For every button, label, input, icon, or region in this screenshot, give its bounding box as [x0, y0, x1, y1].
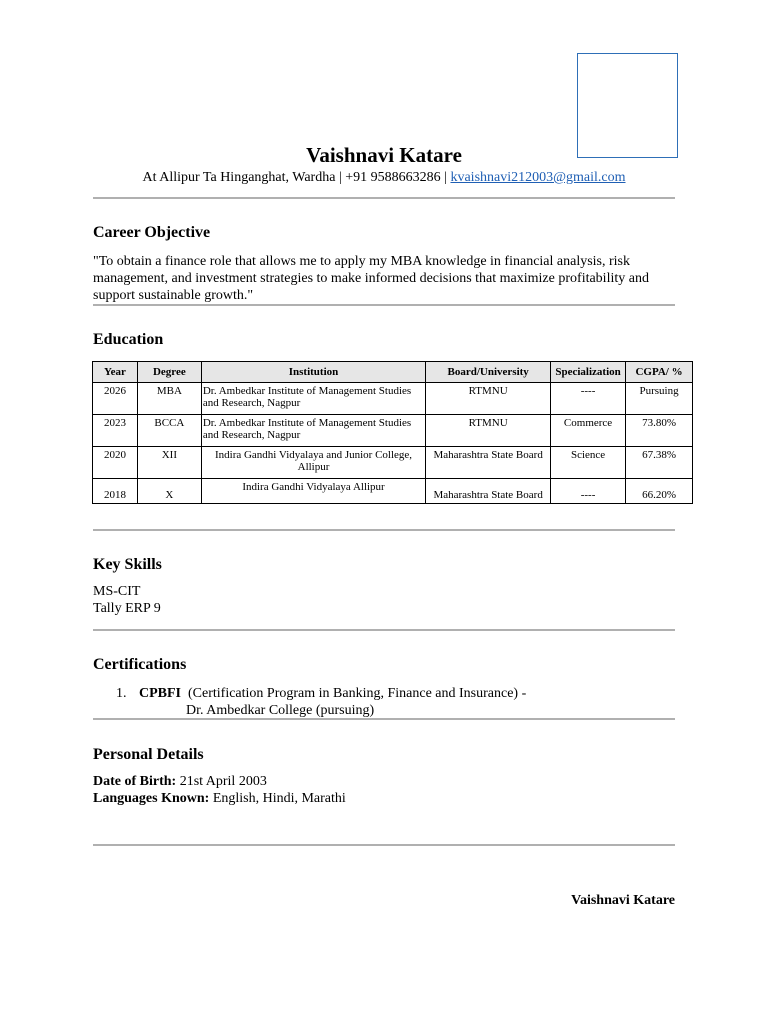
date-of-birth	[93, 774, 267, 790]
table-header-row	[93, 362, 693, 383]
certification-title: CPBFI	[139, 686, 181, 701]
table-cell: Maharashtra State Board	[426, 479, 551, 504]
skill-text: Tally ERP 9	[93, 601, 161, 616]
divider	[93, 304, 675, 306]
table-cell: Dr. Ambedkar Institute of Management Studies and Research, Nagpur	[201, 415, 425, 447]
separator: |	[444, 170, 447, 185]
divider	[93, 718, 675, 720]
certification-detail: (Certification Program in Banking, Finance and Insurance) -	[188, 686, 527, 701]
phone-text: +91 9588663286	[345, 170, 441, 185]
dob-value: 21st April 2003	[179, 774, 267, 789]
table-cell: BCCA	[137, 415, 201, 447]
table-row	[93, 415, 693, 447]
certification-continuation: Dr. Ambedkar College (pursuing)	[186, 703, 375, 718]
contact-line	[0, 170, 768, 186]
table-cell: 2020	[93, 447, 138, 479]
certification-item	[116, 685, 526, 719]
table-cell: Indira Gandhi Vidyalaya and Junior College, Allipur	[201, 447, 425, 479]
table-cell: Commerce	[551, 415, 626, 447]
list-number: 1.	[116, 686, 127, 701]
table-cell: 66.20%	[626, 479, 693, 504]
table-cell: RTMNU	[426, 383, 551, 415]
table-cell: X	[137, 479, 201, 504]
table-cell: Pursuing	[626, 383, 693, 415]
divider	[93, 844, 675, 846]
career-objective-heading: Career Objective	[93, 224, 211, 241]
signature-name: Vaishnavi Katare	[571, 893, 675, 908]
table-cell: 73.80%	[626, 415, 693, 447]
email-link[interactable]: kvaishnavi212003@gmail.com	[450, 170, 626, 185]
list-item	[93, 601, 161, 617]
column-header: Specialization	[551, 362, 626, 383]
divider	[93, 529, 675, 531]
table-row	[93, 479, 693, 504]
table-row	[93, 447, 693, 479]
column-header: Year	[93, 362, 138, 383]
table-cell: 2023	[93, 415, 138, 447]
personal-details-heading: Personal Details	[93, 746, 204, 763]
dob-label: Date of Birth:	[93, 774, 177, 789]
separator: |	[338, 170, 342, 185]
column-header: CGPA/ %	[626, 362, 693, 383]
table-cell: Indira Gandhi Vidyalaya Allipur	[201, 479, 425, 504]
table-cell: Science	[551, 447, 626, 479]
column-header: Degree	[137, 362, 201, 383]
key-skills-heading: Key Skills	[93, 556, 162, 573]
languages-value: English, Hindi, Marathi	[212, 791, 346, 806]
skill-text: MS-CIT	[93, 584, 141, 599]
list-item	[93, 584, 140, 600]
table-cell: 67.38%	[626, 447, 693, 479]
divider	[93, 197, 675, 199]
table-cell: ----	[551, 383, 626, 415]
table-cell: RTMNU	[426, 415, 551, 447]
column-header: Board/University	[426, 362, 551, 383]
table-cell: XII	[137, 447, 201, 479]
table-cell: Maharashtra State Board	[426, 447, 551, 479]
certifications-heading: Certifications	[93, 656, 187, 673]
candidate-name: Vaishnavi Katare	[306, 143, 462, 167]
table-cell: 2026	[93, 383, 138, 415]
address-text: At Allipur Ta Hinganghat, Wardha	[142, 170, 336, 185]
table-cell: Dr. Ambedkar Institute of Management Studies and Research, Nagpur	[201, 383, 425, 415]
column-header: Institution	[201, 362, 425, 383]
career-objective-text: "To obtain a finance role that allows me to apply my MBA knowledge in financial analysis, risk management, and investment strategies to make informed decisions that maximize profitability and support sustainable growth."	[93, 254, 649, 303]
divider	[93, 629, 675, 631]
languages-label: Languages Known:	[93, 791, 210, 806]
education-heading: Education	[93, 331, 164, 348]
table-row	[93, 383, 693, 415]
languages-known	[93, 791, 346, 807]
table-cell: ----	[551, 479, 626, 504]
table-cell: 2018	[93, 479, 138, 504]
table-cell: MBA	[137, 383, 201, 415]
education-table	[92, 361, 693, 504]
